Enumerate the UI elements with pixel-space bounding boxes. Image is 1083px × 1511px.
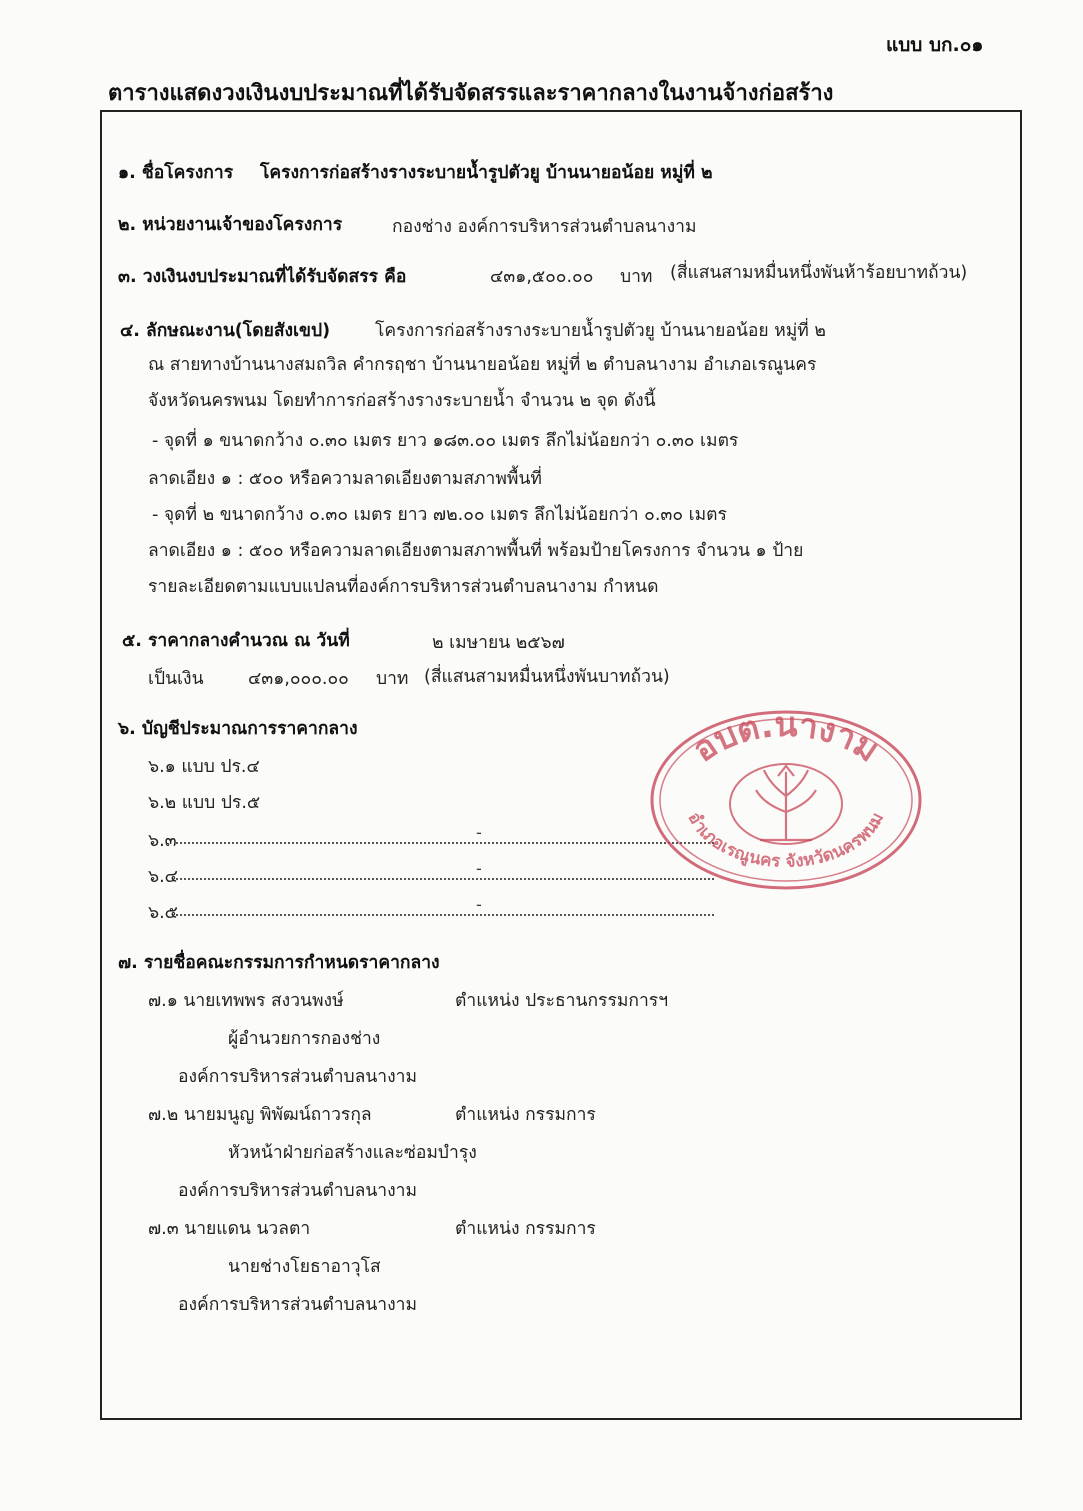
budget-amount: ๔๓๑,๕๐๐.๐๐ xyxy=(490,267,594,287)
official-seal-stamp xyxy=(648,706,924,894)
member-3-name: ๗.๓ นายแดน นวลตา xyxy=(148,1219,311,1239)
member-2-org: องค์การบริหารส่วนตำบลนางาม xyxy=(178,1181,418,1201)
document-title: ตารางแสดงวงเงินงบประมาณที่ได้รับจัดสรรและราคากลางในงานจ้างก่อสร้าง xyxy=(108,81,834,106)
member-2-role: ตำแหน่ง กรรมการ xyxy=(455,1105,596,1125)
blank-line-4 xyxy=(176,864,714,880)
member-3-role: ตำแหน่ง กรรมการ xyxy=(455,1219,596,1239)
price-amount: ๔๓๑,๐๐๐.๐๐ xyxy=(248,669,349,689)
estimate-item-3: ๖.๓ xyxy=(148,831,177,851)
section-1-label: ๑. ชื่อโครงการ xyxy=(118,163,234,183)
stamp-bottom-text: อำเภอเรณูนคร จังหวัดนครพนม xyxy=(683,808,889,872)
section-6-label: ๖. บัญชีประมาณการราคากลาง xyxy=(118,719,358,739)
section-3-label: ๓. วงเงินงบประมาณที่ได้รับจัดสรร คือ xyxy=(118,267,407,287)
scope-line-1: โครงการก่อสร้างรางระบายน้ำรูปตัวยู บ้านนายอน้อย หมู่ที่ ๒ xyxy=(375,321,826,341)
dash-3: - xyxy=(476,823,482,842)
owner-agency: กองช่าง องค์การบริหารส่วนตำบลนางาม xyxy=(392,217,697,237)
price-words: (สี่แสนสามหมื่นหนึ่งพันบาทถ้วน) xyxy=(424,667,670,687)
member-3-title: นายช่างโยธาอาวุโส xyxy=(228,1257,381,1277)
blank-line-3 xyxy=(176,828,714,844)
form-code: แบบ บก.๐๑ xyxy=(886,34,984,56)
scope-slope-2: ลาดเอียง ๑ : ๕๐๐ หรือความลาดเอียงตามสภาพพื้นที่ พร้อมป้ายโครงการ จำนวน ๑ ป้าย xyxy=(148,541,804,561)
price-date: ๒ เมษายน ๒๕๖๗ xyxy=(432,633,565,653)
blank-line-5 xyxy=(176,900,714,916)
estimate-item-2: ๖.๒ แบบ ปร.๕ xyxy=(148,793,261,813)
member-2-title: หัวหน้าฝ่ายก่อสร้างและซ่อมบำรุง xyxy=(228,1143,477,1163)
scope-line-2: ณ สายทางบ้านนางสมถวิล คำกรฤชา บ้านนายอน้อย หมู่ที่ ๒ ตำบลนางาม อำเภอเรณูนคร xyxy=(148,355,817,375)
member-3-org: องค์การบริหารส่วนตำบลนางาม xyxy=(178,1295,418,1315)
stamp-top-text: อบต.นางาม xyxy=(685,706,887,771)
budget-words: (สี่แสนสามหมื่นหนึ่งพันห้าร้อยบาทถ้วน) xyxy=(670,263,968,283)
section-4-label: ๔. ลักษณะงาน(โดยสังเขป) xyxy=(120,321,331,341)
scope-line-3: จังหวัดนครพนม โดยทำการก่อสร้างรางระบายน้ำ จำนวน ๒ จุด ดังนี้ xyxy=(148,391,656,411)
rice-plant-icon xyxy=(756,766,816,840)
dash-5: - xyxy=(476,895,482,914)
section-2-label: ๒. หน่วยงานเจ้าของโครงการ xyxy=(118,215,343,235)
estimate-item-5: ๖.๕ xyxy=(148,903,178,923)
project-name: โครงการก่อสร้างรางระบายน้ำรูปตัวยู บ้านนายอน้อย หมู่ที่ ๒ xyxy=(260,163,713,183)
member-1-org: องค์การบริหารส่วนตำบลนางาม xyxy=(178,1067,418,1087)
member-2-name: ๗.๒ นายมนูญ พิพัฒน์ถาวรกุล xyxy=(148,1105,372,1125)
section-5-label: ๕. ราคากลางคำนวณ ณ วันที่ xyxy=(122,631,350,651)
section-7-label: ๗. รายชื่อคณะกรรมการกำหนดราคากลาง xyxy=(118,953,440,973)
scope-point-1: - จุดที่ ๑ ขนาดกว้าง ๐.๓๐ เมตร ยาว ๑๘๓.๐๐ เมตร ลึกไม่น้อยกว่า ๐.๓๐ เมตร xyxy=(152,431,739,451)
price-unit: บาท xyxy=(376,669,409,689)
dash-4: - xyxy=(476,859,482,878)
price-money-label: เป็นเงิน xyxy=(148,669,204,689)
member-1-title: ผู้อำนวยการกองช่าง xyxy=(228,1029,381,1049)
estimate-item-4: ๖.๔ xyxy=(148,867,178,887)
estimate-item-1: ๖.๑ แบบ ปร.๔ xyxy=(148,757,260,777)
member-1-name: ๗.๑ นายเทพพร สงวนพงษ์ xyxy=(148,991,344,1011)
member-1-role: ตำแหน่ง ประธานกรรมการฯ xyxy=(455,991,669,1011)
scope-detail: รายละเอียดตามแบบแปลนที่องค์การบริหารส่วนตำบลนางาม กำหนด xyxy=(148,577,659,597)
budget-unit: บาท xyxy=(620,267,653,287)
scope-point-2: - จุดที่ ๒ ขนาดกว้าง ๐.๓๐ เมตร ยาว ๗๒.๐๐ เมตร ลึกไม่น้อยกว่า ๐.๓๐ เมตร xyxy=(152,505,727,525)
scope-slope-1: ลาดเอียง ๑ : ๕๐๐ หรือความลาดเอียงตามสภาพพื้นที่ xyxy=(148,469,542,489)
